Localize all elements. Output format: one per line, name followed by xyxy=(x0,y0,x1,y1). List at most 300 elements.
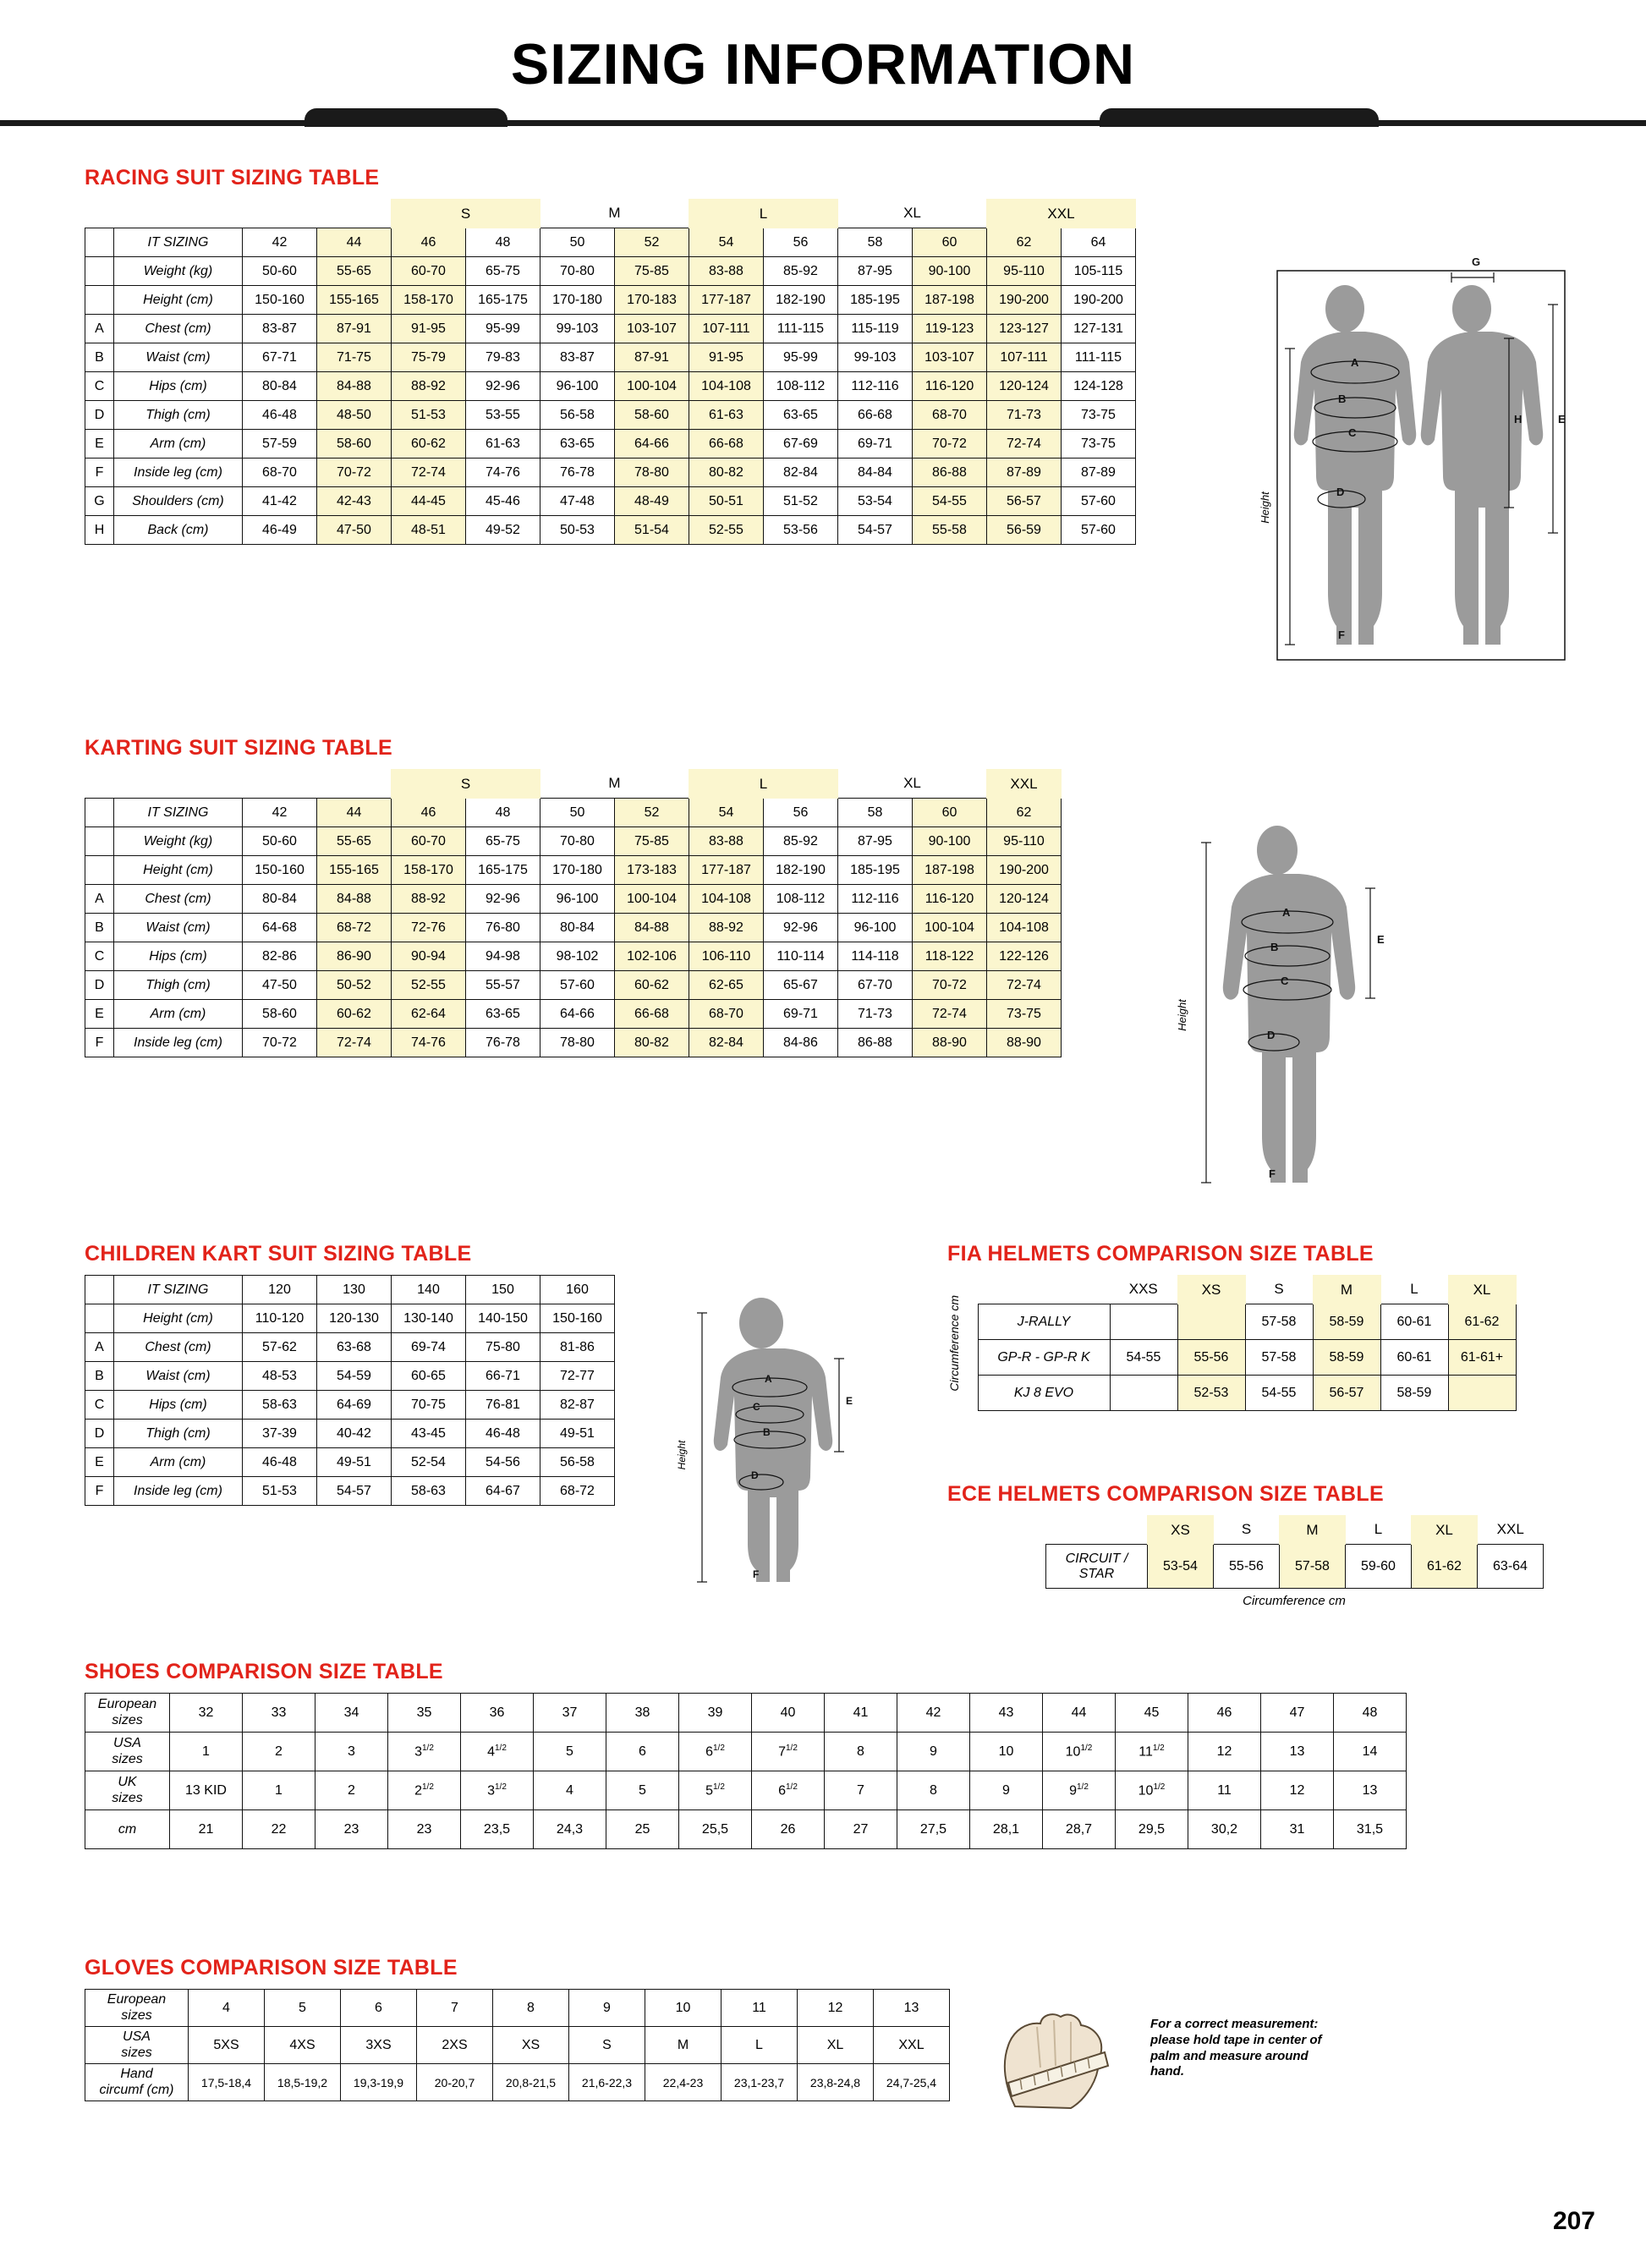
cell: 63-64 xyxy=(1478,1545,1544,1589)
table-row xyxy=(85,1029,1062,1057)
svg-text:A: A xyxy=(1282,906,1291,919)
cell: $10^{1/2}$ xyxy=(1116,1771,1188,1810)
table-row xyxy=(85,914,1062,942)
cell: 58-60 xyxy=(615,401,689,430)
cell: 56-57 xyxy=(987,487,1062,516)
cell: 83-88 xyxy=(689,257,764,286)
cell: 99-103 xyxy=(540,315,615,343)
cell: 27 xyxy=(825,1810,897,1849)
cell: 53-56 xyxy=(764,516,838,545)
cell: 116-120 xyxy=(913,372,987,401)
cell: 38 xyxy=(606,1694,679,1733)
fia-col-xl: XL xyxy=(1448,1276,1516,1304)
cell: 43-45 xyxy=(392,1420,466,1448)
karting-size: 50 xyxy=(540,799,615,827)
row-label: Weight (kg) xyxy=(114,827,243,856)
cell: 108-112 xyxy=(764,885,838,914)
cell: 56-57 xyxy=(1313,1376,1380,1411)
fia-helmets-title: FIA HELMETS COMPARISON SIZE TABLE xyxy=(947,1242,1374,1266)
cell: 96-100 xyxy=(540,372,615,401)
cell: 70-80 xyxy=(540,257,615,286)
cell: 37 xyxy=(534,1694,606,1733)
cell: $5^{1/2}$ xyxy=(679,1771,752,1810)
table-row xyxy=(85,2064,950,2101)
cell: 60-62 xyxy=(615,971,689,1000)
cell: 98-102 xyxy=(540,942,615,971)
table-row xyxy=(947,1340,1516,1376)
cell: 80-82 xyxy=(615,1029,689,1057)
cell: 6 xyxy=(341,1990,417,2027)
cell: 53-54 xyxy=(838,487,913,516)
cell: 104-108 xyxy=(987,914,1062,942)
cell: 52-53 xyxy=(1177,1376,1245,1411)
cell: 56-58 xyxy=(540,401,615,430)
row-label: GP-R - GP-R K xyxy=(978,1340,1110,1376)
cell xyxy=(1177,1304,1245,1340)
gloves-table xyxy=(85,1989,950,2101)
cell: 25,5 xyxy=(679,1810,752,1849)
cell: 60-62 xyxy=(317,1000,392,1029)
cell: 127-131 xyxy=(1062,315,1136,343)
fia-helmets-section xyxy=(947,1242,1517,1411)
cell: 100-104 xyxy=(615,885,689,914)
row-label: European sizes xyxy=(85,1990,189,2027)
row-letter: D xyxy=(85,971,114,1000)
table-row xyxy=(85,459,1210,487)
row-label: Thigh (cm) xyxy=(114,1420,243,1448)
cell: 91-95 xyxy=(689,343,764,372)
cell: 110-114 xyxy=(764,942,838,971)
cell: 104-108 xyxy=(689,885,764,914)
cell: 64-66 xyxy=(615,430,689,459)
cell: 71-75 xyxy=(317,343,392,372)
cell: 46-48 xyxy=(243,1448,317,1477)
row-label: Hips (cm) xyxy=(114,942,243,971)
cell: 13 KID xyxy=(170,1771,243,1810)
cell: 170-180 xyxy=(540,286,615,315)
cell: $10^{1/2}$ xyxy=(1043,1733,1116,1771)
cell: 46-48 xyxy=(466,1420,540,1448)
cell: 103-107 xyxy=(615,315,689,343)
cell: 76-81 xyxy=(466,1391,540,1420)
svg-text:G: G xyxy=(1472,255,1481,268)
cell: 64-69 xyxy=(317,1391,392,1420)
racing-size: 52 xyxy=(615,228,689,257)
table-row xyxy=(85,343,1210,372)
cell: 28,7 xyxy=(1043,1810,1116,1849)
cell: 21 xyxy=(170,1810,243,1849)
cell: 22,4-23 xyxy=(645,2064,721,2101)
cell xyxy=(1448,1376,1516,1411)
svg-text:C: C xyxy=(1348,426,1357,439)
cell: 31,5 xyxy=(1334,1810,1407,1849)
cell: 12 xyxy=(1261,1771,1334,1810)
cell: 50-52 xyxy=(317,971,392,1000)
cell: 116-120 xyxy=(913,885,987,914)
cell: 75-80 xyxy=(466,1333,540,1362)
cell: 95-110 xyxy=(987,827,1062,856)
karting-group-xxl: XXL xyxy=(987,770,1062,799)
cell: 80-84 xyxy=(243,372,317,401)
cell: 41 xyxy=(825,1694,897,1733)
fia-helmets-table xyxy=(947,1275,1517,1411)
cell: 2XS xyxy=(417,2027,493,2064)
cell: 85-92 xyxy=(764,827,838,856)
cell: 53-54 xyxy=(1148,1545,1214,1589)
cell: 2 xyxy=(243,1733,315,1771)
ece-col-l: L xyxy=(1374,1521,1383,1538)
cell: 182-190 xyxy=(764,856,838,885)
shoes-table xyxy=(85,1693,1407,1849)
cell: 14 xyxy=(1334,1733,1407,1771)
racing-group-xxl: XXL xyxy=(987,200,1136,228)
row-letter: A xyxy=(85,315,114,343)
cell: 20-20,7 xyxy=(417,2064,493,2101)
svg-text:F: F xyxy=(1338,629,1345,641)
row-label: Inside leg (cm) xyxy=(114,1477,243,1506)
cell: 69-71 xyxy=(838,430,913,459)
cell: 7 xyxy=(417,1990,493,2027)
cell: 11 xyxy=(721,1990,798,2027)
cell: 124-128 xyxy=(1062,372,1136,401)
cell: 87-91 xyxy=(615,343,689,372)
cell: 87-95 xyxy=(838,827,913,856)
cell: 72-74 xyxy=(913,1000,987,1029)
cell: 28,1 xyxy=(970,1810,1043,1849)
svg-text:E: E xyxy=(1558,413,1566,426)
cell: 74-76 xyxy=(466,459,540,487)
racing-size: 42 xyxy=(243,228,317,257)
cell: 80-82 xyxy=(689,459,764,487)
cell: 50-60 xyxy=(243,257,317,286)
cell: 87-95 xyxy=(838,257,913,286)
racing-group-blank xyxy=(243,200,317,228)
row-label: Chest (cm) xyxy=(114,315,243,343)
karting-suit-table xyxy=(85,769,1062,1057)
cell: 187-198 xyxy=(913,856,987,885)
table-row xyxy=(85,315,1210,343)
table-row xyxy=(85,856,1062,885)
cell: 35 xyxy=(388,1694,461,1733)
cell: 102-106 xyxy=(615,942,689,971)
cell: 65-67 xyxy=(764,971,838,1000)
karting-size: 46 xyxy=(392,799,466,827)
cell: 57-58 xyxy=(1245,1340,1313,1376)
cell: 85-92 xyxy=(764,257,838,286)
cell: 66-71 xyxy=(466,1362,540,1391)
cell: 13 xyxy=(874,1990,950,2027)
cell: 50-53 xyxy=(540,516,615,545)
glove-measure-note-text: For a correct measurement: please hold tape in center of palm and measure around hand. xyxy=(1150,2017,1322,2079)
racing-group-s: S xyxy=(392,200,540,228)
cell: 55-65 xyxy=(317,257,392,286)
cell: 74-76 xyxy=(392,1029,466,1057)
table-row xyxy=(947,1376,1516,1411)
cell: 111-115 xyxy=(1062,343,1136,372)
cell: 49-52 xyxy=(466,516,540,545)
karting-figure-svg xyxy=(1167,804,1438,1193)
cell: 60-70 xyxy=(392,827,466,856)
cell: 52-55 xyxy=(392,971,466,1000)
cell: 120-130 xyxy=(317,1304,392,1333)
ece-col-xl: XL xyxy=(1412,1516,1478,1545)
table-row xyxy=(85,1810,1407,1849)
cell: 88-92 xyxy=(392,372,466,401)
cell: 57-60 xyxy=(540,971,615,1000)
cell: 24,7-25,4 xyxy=(874,2064,950,2101)
svg-text:D: D xyxy=(1336,486,1345,498)
row-label: Arm (cm) xyxy=(114,1000,243,1029)
cell: 40 xyxy=(752,1694,825,1733)
row-label xyxy=(1046,1545,1148,1589)
karting-size: 60 xyxy=(913,799,987,827)
row-letter xyxy=(85,856,114,885)
cell: 80-84 xyxy=(540,914,615,942)
cell: $6^{1/2}$ xyxy=(679,1733,752,1771)
cell: 54-55 xyxy=(1245,1376,1313,1411)
cell: 60-61 xyxy=(1380,1304,1448,1340)
row-label-line2: STAR xyxy=(1078,1566,1115,1581)
cell: 22 xyxy=(243,1810,315,1849)
racing-size: 50 xyxy=(540,228,615,257)
karting-size: 62 xyxy=(987,799,1062,827)
cell: 88-92 xyxy=(392,885,466,914)
cell: 47-50 xyxy=(317,516,392,545)
table-row xyxy=(85,1391,615,1420)
cell: 5 xyxy=(534,1733,606,1771)
racing-size: 58 xyxy=(838,228,913,257)
table-row xyxy=(85,827,1062,856)
cell: 100-104 xyxy=(913,914,987,942)
cell: 57-62 xyxy=(243,1333,317,1362)
cell: 13 xyxy=(1334,1771,1407,1810)
cell: 43 xyxy=(970,1694,1043,1733)
cell: 58-63 xyxy=(243,1391,317,1420)
row-label: Hips (cm) xyxy=(114,372,243,401)
cell: 158-170 xyxy=(392,856,466,885)
cell: 107-111 xyxy=(987,343,1062,372)
cell: 115-119 xyxy=(838,315,913,343)
cell: 61-63 xyxy=(466,430,540,459)
cell: 130-140 xyxy=(392,1304,466,1333)
cell: 44 xyxy=(1043,1694,1116,1733)
cell: 48-49 xyxy=(615,487,689,516)
cell: 68-72 xyxy=(540,1477,615,1506)
table-row xyxy=(85,1990,950,2027)
cell: 95-110 xyxy=(987,257,1062,286)
cell: 49-51 xyxy=(540,1420,615,1448)
row-letter: E xyxy=(85,1448,114,1477)
row-letter xyxy=(85,1304,114,1333)
row-letter: C xyxy=(85,372,114,401)
cell: 76-80 xyxy=(466,914,540,942)
cell: 5XS xyxy=(189,2027,265,2064)
cell: 111-115 xyxy=(764,315,838,343)
row-letter: E xyxy=(85,430,114,459)
cell: 64-67 xyxy=(466,1477,540,1506)
cell: 177-187 xyxy=(689,856,764,885)
karting-size: 58 xyxy=(838,799,913,827)
cell: 91-95 xyxy=(392,315,466,343)
cell: 103-107 xyxy=(913,343,987,372)
ece-col-m: M xyxy=(1280,1516,1346,1545)
cell: 55-65 xyxy=(317,827,392,856)
row-label: Thigh (cm) xyxy=(114,401,243,430)
cell: 92-96 xyxy=(466,885,540,914)
row-letter: A xyxy=(85,885,114,914)
cell: 59-60 xyxy=(1346,1545,1412,1589)
cell: 29,5 xyxy=(1116,1810,1188,1849)
cell: 27,5 xyxy=(897,1810,970,1849)
cell: 185-195 xyxy=(838,286,913,315)
fia-col-s: S xyxy=(1274,1281,1284,1298)
cell: 5 xyxy=(606,1771,679,1810)
table-row xyxy=(85,372,1210,401)
table-row xyxy=(85,971,1062,1000)
row-letter xyxy=(85,286,114,315)
table-row xyxy=(85,1694,1407,1733)
table-row xyxy=(947,1304,1516,1340)
cell: 73-75 xyxy=(1062,401,1136,430)
cell: 69-71 xyxy=(764,1000,838,1029)
cell: 68-70 xyxy=(689,1000,764,1029)
cell: 87-89 xyxy=(1062,459,1136,487)
table-row xyxy=(85,885,1062,914)
cell: $11^{1/2}$ xyxy=(1116,1733,1188,1771)
cell: 72-74 xyxy=(987,430,1062,459)
row-letter: D xyxy=(85,1420,114,1448)
table-row xyxy=(85,1362,615,1391)
cell: 68-70 xyxy=(913,401,987,430)
cell: 95-99 xyxy=(466,315,540,343)
cell: 24,3 xyxy=(534,1810,606,1849)
cell: 25 xyxy=(606,1810,679,1849)
shoes-title: SHOES COMPARISON SIZE TABLE xyxy=(85,1660,443,1683)
cell: 112-116 xyxy=(838,885,913,914)
cell: 84-88 xyxy=(317,885,392,914)
cell: 82-84 xyxy=(689,1029,764,1057)
cell: 60-65 xyxy=(392,1362,466,1391)
fia-header-row xyxy=(947,1276,1516,1304)
row-label: European sizes xyxy=(85,1694,170,1733)
cell: 65-75 xyxy=(466,827,540,856)
cell: 19,3-19,9 xyxy=(341,2064,417,2101)
row-label: Hand circumf (cm) xyxy=(85,2064,189,2101)
cell: 3 xyxy=(315,1733,388,1771)
cell: 120-124 xyxy=(987,372,1062,401)
cell: 84-86 xyxy=(764,1029,838,1057)
cell: 150-160 xyxy=(243,856,317,885)
cell xyxy=(1110,1304,1177,1340)
cell: 51-54 xyxy=(615,516,689,545)
cell: 5 xyxy=(265,1990,341,2027)
cell: 67-71 xyxy=(243,343,317,372)
row-label: Inside leg (cm) xyxy=(114,459,243,487)
cell: 23 xyxy=(315,1810,388,1849)
karting-size: 48 xyxy=(466,799,540,827)
row-letter: C xyxy=(85,942,114,971)
cell: 40-42 xyxy=(317,1420,392,1448)
cell: 106-110 xyxy=(689,942,764,971)
racing-group-row xyxy=(85,200,1210,228)
cell: 51-53 xyxy=(243,1477,317,1506)
cell xyxy=(1110,1376,1177,1411)
cell: 46 xyxy=(1188,1694,1261,1733)
racing-size: 54 xyxy=(689,228,764,257)
hand-tape-icon xyxy=(990,2005,1133,2115)
cell: 96-100 xyxy=(540,885,615,914)
cell: 78-80 xyxy=(540,1029,615,1057)
racing-size: 64 xyxy=(1062,228,1136,257)
cell: 12 xyxy=(798,1990,874,2027)
racing-figure xyxy=(1243,254,1599,677)
cell: 86-88 xyxy=(838,1029,913,1057)
cell: 83-87 xyxy=(243,315,317,343)
cell: XL xyxy=(798,2027,874,2064)
gloves-section xyxy=(85,1956,950,2101)
racing-size: 46 xyxy=(392,228,466,257)
racing-size: 60 xyxy=(913,228,987,257)
cell: 54-56 xyxy=(466,1448,540,1477)
cell: 57-60 xyxy=(1062,487,1136,516)
cell: 88-90 xyxy=(987,1029,1062,1057)
ece-col-xs: XS xyxy=(1148,1516,1214,1545)
svg-text:A: A xyxy=(1351,356,1359,369)
cell: 51-53 xyxy=(392,401,466,430)
racing-group-xl: XL xyxy=(903,205,921,222)
racing-figure-svg xyxy=(1243,254,1599,677)
cell: 9 xyxy=(970,1771,1043,1810)
cell: 4XS xyxy=(265,2027,341,2064)
svg-text:H: H xyxy=(1514,413,1523,426)
fia-col-xxs: XXS xyxy=(1128,1281,1158,1298)
cell: 50-60 xyxy=(243,827,317,856)
row-label: Inside leg (cm) xyxy=(114,1029,243,1057)
children-size: 120 xyxy=(243,1276,317,1304)
table-row xyxy=(85,257,1210,286)
cell: 73-75 xyxy=(987,1000,1062,1029)
ece-circumference-caption: Circumference cm xyxy=(1243,1594,1346,1608)
cell: 21,6-22,3 xyxy=(569,2064,645,2101)
cell: 63-65 xyxy=(466,1000,540,1029)
page-number: 207 xyxy=(1552,2207,1595,2235)
table-row xyxy=(85,1477,615,1506)
row-letter: B xyxy=(85,1362,114,1391)
cell: $3^{1/2}$ xyxy=(388,1733,461,1771)
cell: 13 xyxy=(1261,1733,1334,1771)
cell: 33 xyxy=(243,1694,315,1733)
cell: 67-70 xyxy=(838,971,913,1000)
cell: 96-100 xyxy=(838,914,913,942)
table-row xyxy=(85,1771,1407,1810)
cell: 114-118 xyxy=(838,942,913,971)
cell: 23,5 xyxy=(461,1810,534,1849)
children-figure xyxy=(677,1286,880,1590)
children-size: 130 xyxy=(317,1276,392,1304)
cell: 39 xyxy=(679,1694,752,1733)
cell: L xyxy=(721,2027,798,2064)
table-row xyxy=(85,286,1210,315)
children-it-sizing-label: IT SIZING xyxy=(114,1276,243,1304)
cell: 70-72 xyxy=(913,430,987,459)
karting-size: 54 xyxy=(689,799,764,827)
cell: 57-58 xyxy=(1245,1304,1313,1340)
table-row xyxy=(85,2027,950,2064)
cell: 63-68 xyxy=(317,1333,392,1362)
table-row xyxy=(85,430,1210,459)
fia-col-xs: XS xyxy=(1177,1276,1245,1304)
cell: 75-79 xyxy=(392,343,466,372)
